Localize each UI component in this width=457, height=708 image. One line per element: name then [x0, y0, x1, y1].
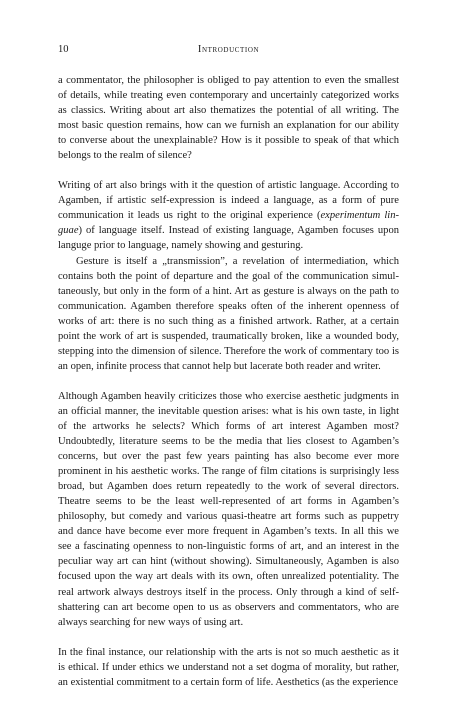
- paragraph-ethics: In the final instance, our relationship with the arts is not so much aesthetic as it is ethical. If under ethics we understand not a set dogma of morality, but rather, an existential commitment to a certain form of life. Aesthetics (as the experience: [58, 646, 399, 688]
- latin-term: experimentum linguae: [58, 210, 400, 237]
- paragraph-commentary: a commentator, the philosopher is obliged to pay attention to even the smallest of details, while treating even contemporary and uncertainly categorized works as classics. Writing about art also thematizes the potential of all writing. The most basic question remains, how can we furnish an explanation for our ability to converse about the unexplainable? How is it possible to speak of that which belongs to the realm of silence?: [58, 75, 399, 162]
- paragraph-gesture: Gesture is itself a „transmission”, a revelation of intermediation, which contains both the point of departure and the goal of the communication simultaneously, but only in the form of a hint. Art as gesture is always on the path to communication. Agamben therefore speaks often of the inherent openness of works of art: there is no such thing as a finished artwork. Rather, at a certain point the work of art is suspended, traumatically broken, like a wounded body, stepping into the dimension of silence. Therefore the work of commentary too is an open, infinite process that cannot help but lacerate both reader and writer.: [58, 255, 399, 372]
- paragraph-artistic-language: [58, 178, 399, 253]
- body-text: [58, 73, 399, 690]
- section-title: Introduction: [197, 44, 260, 55]
- paragraph-text: Writing of art also brings with it the question of artistic language. According to Agamben, if artistic self-expression is indeed a language, as a form of pure communication it leads us right to the original experience (: [58, 180, 399, 222]
- paragraph-text: ) of language itself. Instead of existing language, Agamben focuses upon languge prior to language, namely showing and gesturing.: [58, 225, 399, 252]
- page-number: 10: [58, 44, 69, 55]
- running-head: [58, 44, 399, 58]
- paragraph-taste: Although Agamben heavily criticizes those who exercise aesthetic judgments in an official manner, the inevitable question arises: what is his own taste, in light of the artworks he selects? Which forms of art interest Agamben most? Undoubtedly, literature seems to be the media that lies closest to Agamben’s concerns, but over the past few years painting has also become ever more prominent in his aesthetic works. The range of film citations is surprisingly less broad, but Agamben does return repeatedly to the work of several directors. Theatre seems to be the least well-represented of art forms in Agamben’s philosophy, but comedy and various quasi-theatre art forms such as puppetry and dance have become ever more frequent in Agamben’s texts. In all this we see a fascinating openness to non-linguistic forms of art, and an interest in the peculiar way art can hint (without showing). Simultaneously, Agamben is also focused upon the way art deals with its own, often unrealized potentiality. The real artwork always destroys itself in the process. Only through a kind of self-shattering can art become open to us as observers and commentators, who are always searching for new ways of using art.: [58, 390, 399, 628]
